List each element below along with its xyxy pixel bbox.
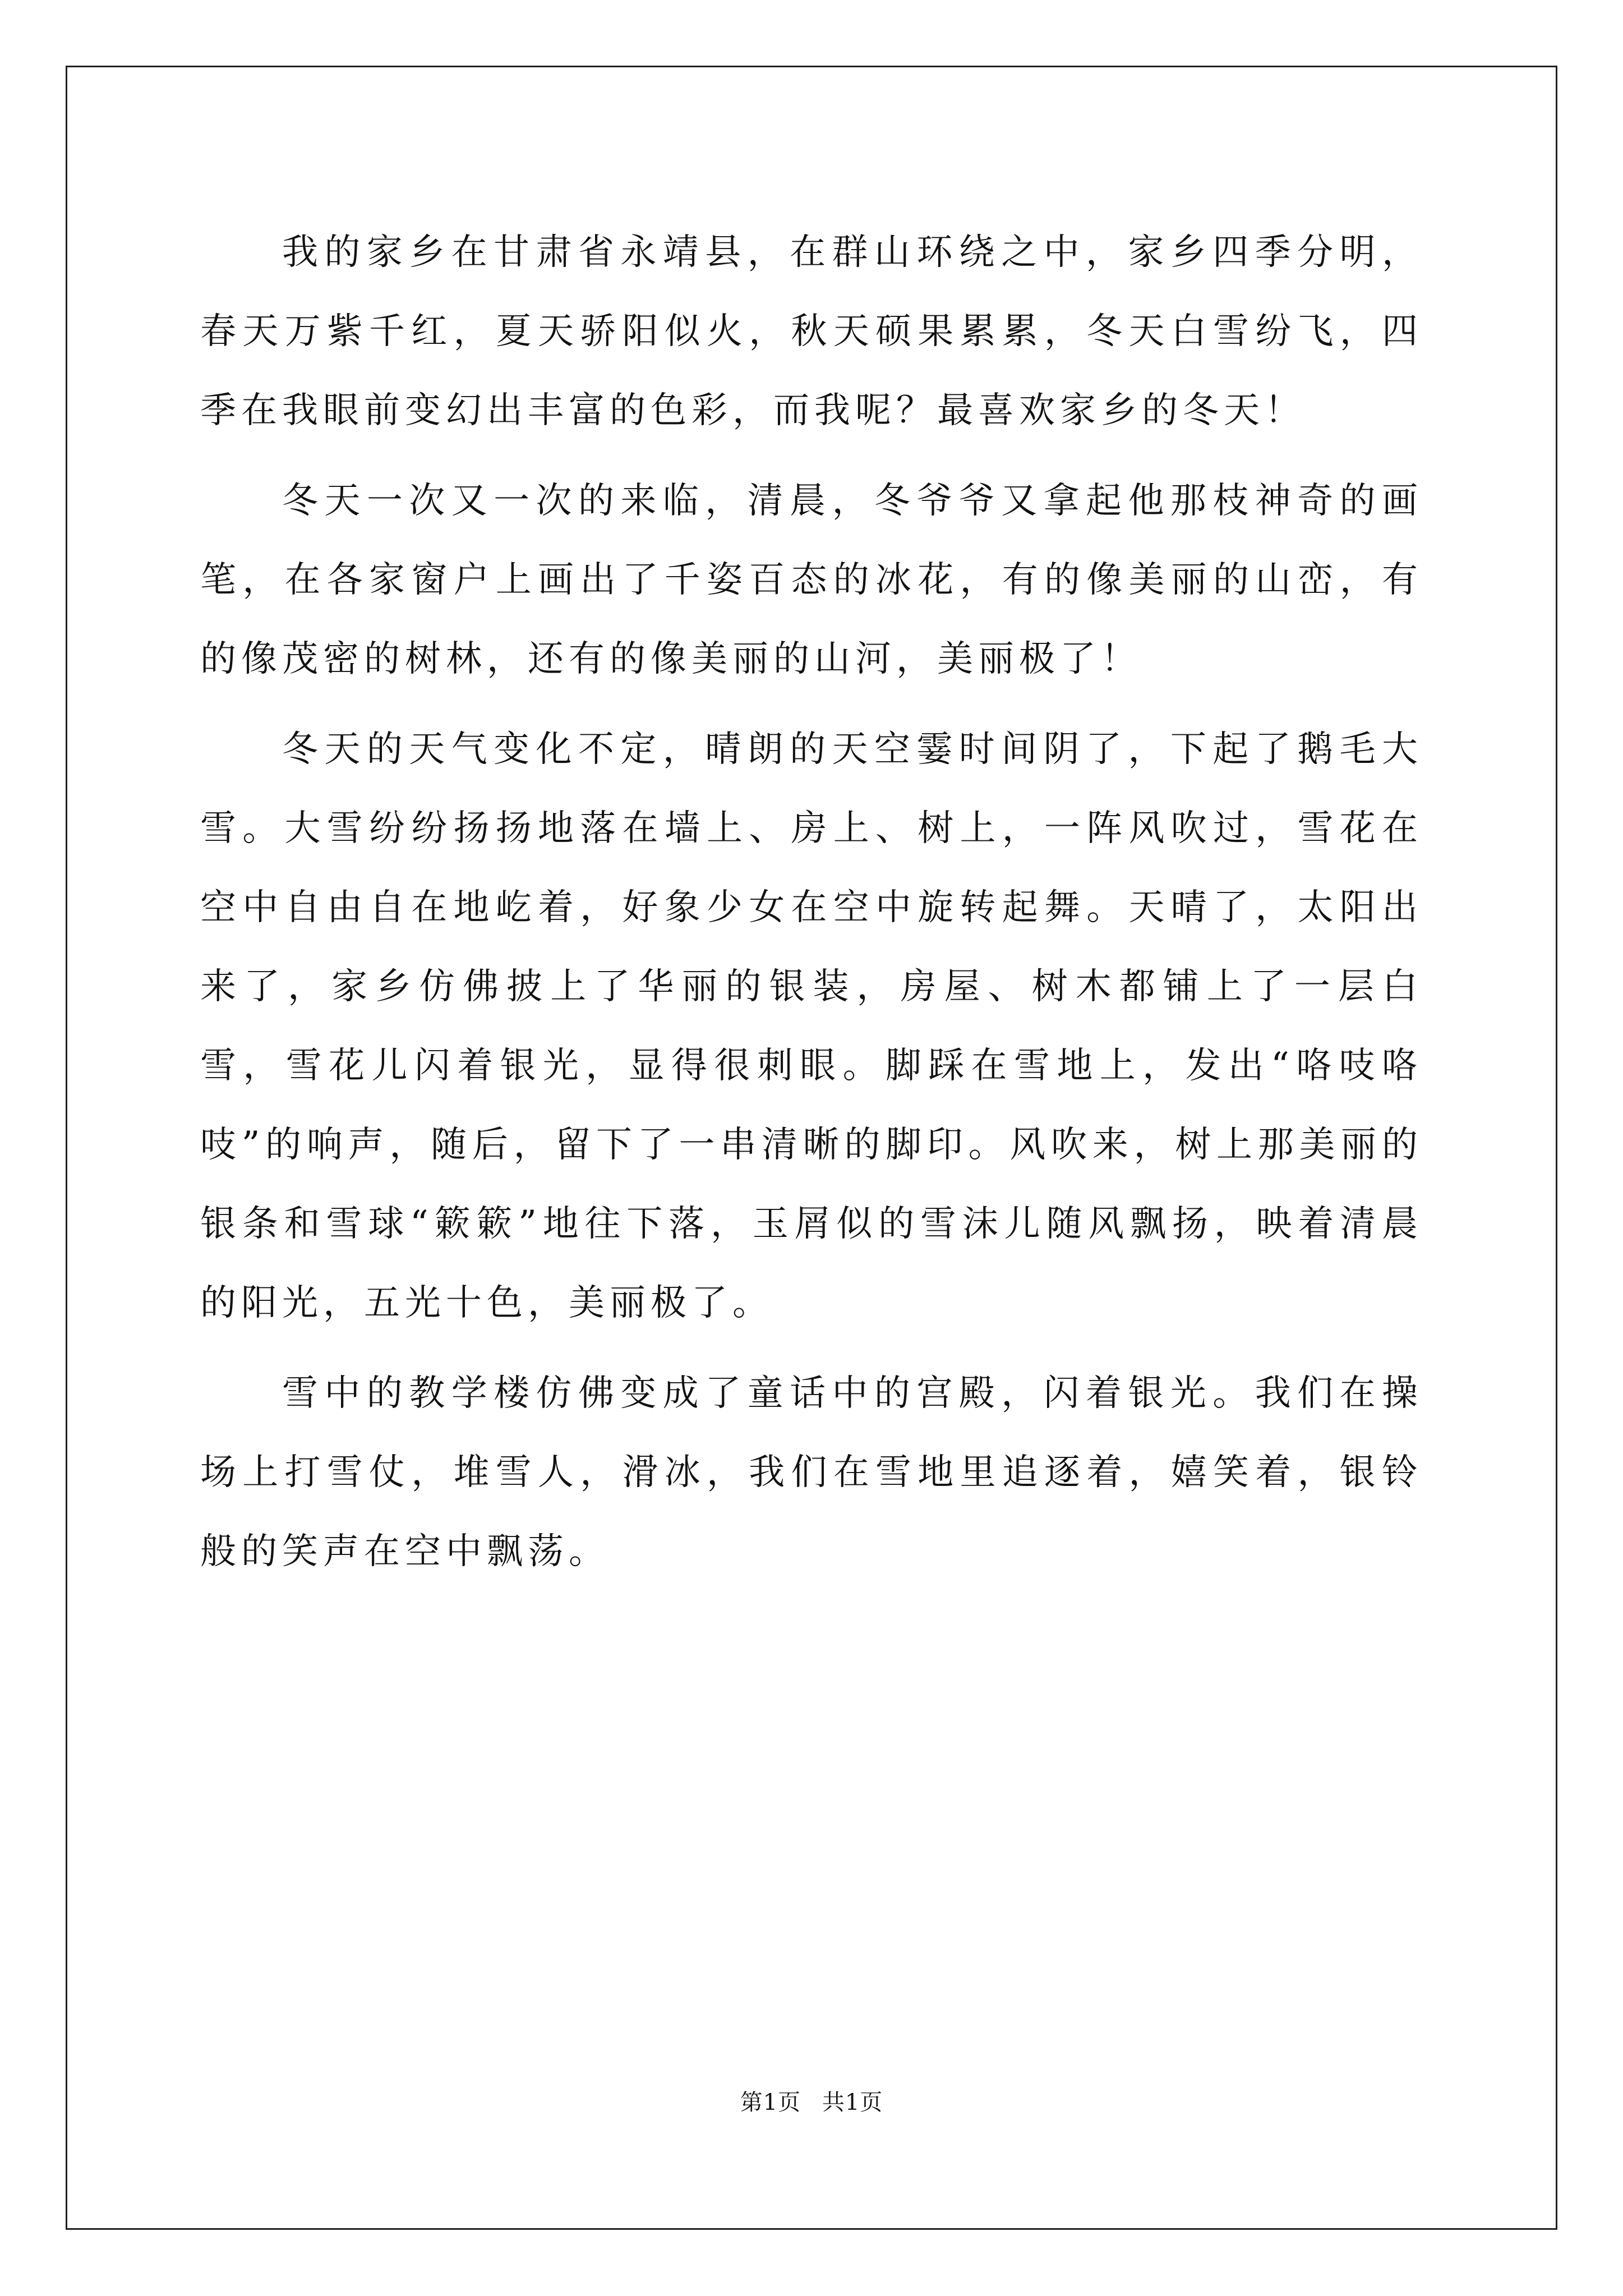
document-body	[200, 213, 1423, 1603]
paragraph-2: 冬天一次又一次的来临，清晨，冬爷爷又拿起他那枝神奇的画笔，在各家窗户上画出了千姿百态的冰花，有的像美丽的山峦，有的像茂密的树林，还有的像美丽的山河，美丽极了！	[200, 480, 1423, 680]
paragraph-3: 冬天的天气变化不定，晴朗的天空霎时间阴了，下起了鹅毛大雪。大雪纷纷扬扬地落在墙上、房上、树上，一阵风吹过，雪花在空中自由自在地屹着，好象少女在空中旋转起舞。天晴了，太阳出来了，家乡仿佛披上了华丽的银装，房屋、树木都铺上了一层白雪，雪花儿闪着银光，显得很刺眼。脚踩在雪地上，发出“咯吱咯吱”的响声，随后，留下了一串清晰的脚印。风吹来，树上那美丽的银条和雪球“簌簌”地往下落，玉屑似的雪沫儿随风飘扬，映着清晨的阳光，五光十色，美丽极了。	[200, 729, 1423, 1324]
paragraph-4: 雪中的教学楼仿佛变成了童话中的宫殿，闪着银光。我们在操场上打雪仗，堆雪人，滑冰，我们在雪地里追逐着，嬉笑着，银铃般的笑声在空中飘荡。	[200, 1373, 1423, 1572]
paragraph-1: 我的家乡在甘肃省永靖县，在群山环绕之中，家乡四季分明，春天万紫千红，夏天骄阳似火，秋天硕果累累，冬天白雪纷飞，四季在我眼前变幻出丰富的色彩，而我呢？最喜欢家乡的冬天！	[200, 232, 1423, 431]
page-number: 第1页	[740, 2090, 801, 2115]
page-footer	[0, 2088, 1623, 2116]
total-pages: 共1页	[822, 2090, 883, 2115]
